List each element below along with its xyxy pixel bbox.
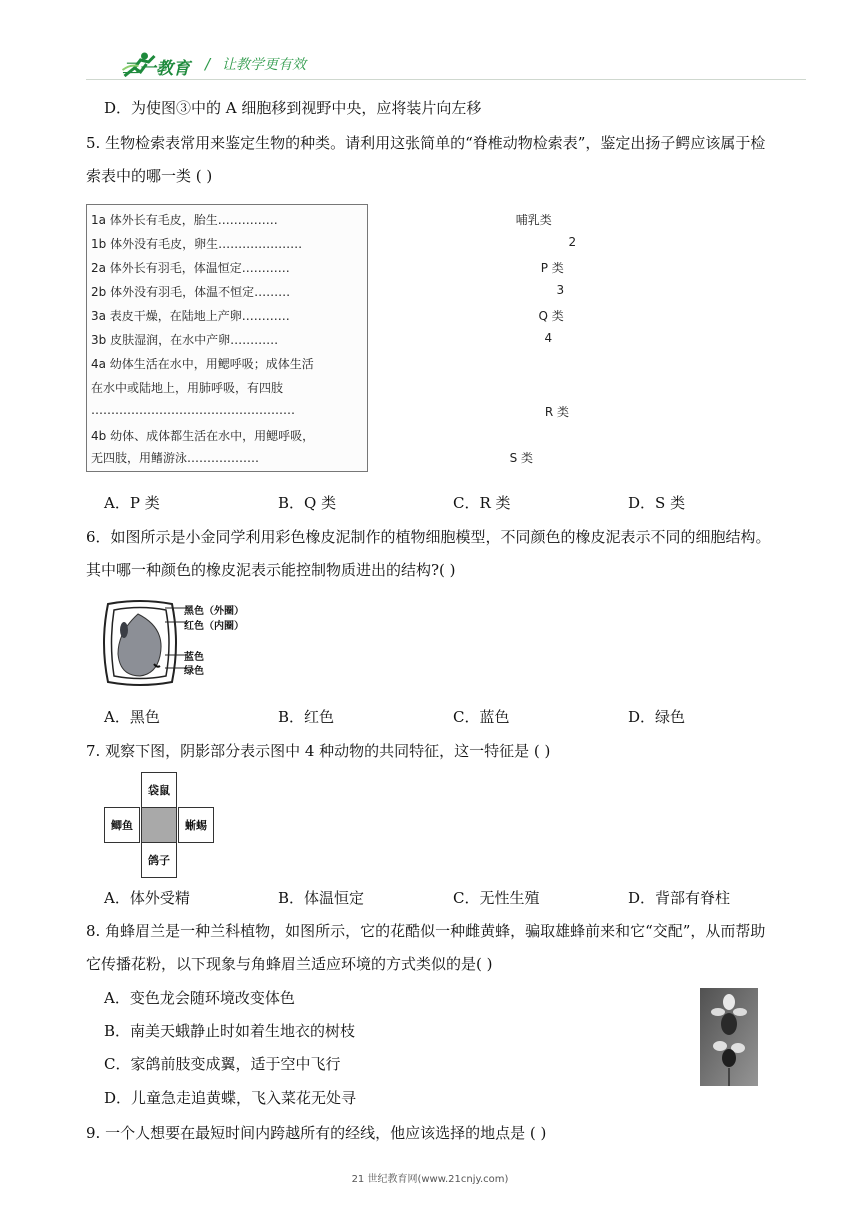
- q5-stem-line1: 5. 生物检索表常用来鉴定生物的种类。请利用这张简单的“脊椎动物检索表”，鉴定出扬子鳄应该属于检: [86, 134, 766, 152]
- cell-kangaroo: 袋鼠: [141, 772, 177, 808]
- key-row: 1b 体外没有毛皮，卵生………………… 2: [91, 235, 577, 251]
- q6-option-d: D．绿色: [628, 708, 686, 726]
- q6-stem-line2: 其中哪一种颜色的橡皮泥表示能控制物质进出的结构?( ): [86, 561, 456, 579]
- label-blue: 蓝色: [184, 652, 204, 663]
- q7-stem: 7. 观察下图，阴影部分表示图中 4 种动物的共同特征，这一特征是 ( ): [86, 742, 551, 760]
- header-rule: [86, 79, 806, 80]
- q8-option-b: B．南美天蛾静止时如着生地衣的树枝: [104, 1022, 356, 1040]
- q5-stem-line2: 索表中的哪一类 ( ): [86, 167, 213, 185]
- q4-option-d: D．为使图③中的 A 细胞移到视野中央，应将装片向左移: [104, 99, 482, 117]
- page-footer: 21 世纪教育网(www.21cnjy.com): [351, 1174, 509, 1185]
- label-black: 黑色（外圈）: [184, 606, 244, 617]
- key-row: 无四肢，用鳍游泳……………… S 类: [91, 451, 534, 465]
- q7-option-b: B．体温恒定: [278, 889, 365, 907]
- q5-option-c: C．R 类: [453, 494, 511, 512]
- q5-option-a: A．P 类: [104, 494, 160, 512]
- cell-lizard: 蜥蜴: [178, 807, 214, 843]
- q6-option-c: C．蓝色: [453, 708, 510, 726]
- q7-option-d: D．背部有脊柱: [628, 889, 731, 907]
- q8-stem-line1: 8. 角蜂眉兰是一种兰科植物，如图所示，它的花酷似一种雌黄蜂，骗取雄蜂前来和它“交配”，从而帮助: [86, 922, 766, 940]
- vertebrate-key-table: [86, 204, 577, 472]
- q9-stem: 9. 一个人想要在最短时间内跨越所有的经线，他应该选择的地点是 ( ): [86, 1124, 547, 1142]
- key-row: 4a 幼体生活在水中，用鳃呼吸；成体生活: [91, 357, 314, 371]
- key-row: 1a 体外长有毛皮，胎生…………… 哺乳类: [91, 213, 552, 227]
- q5-option-d: D．S 类: [628, 494, 686, 512]
- slogan: 让教学更有效: [222, 57, 306, 73]
- cell-pigeon: 鸽子: [141, 842, 177, 878]
- q8-stem-line2: 它传播花粉，以下现象与角蜂眉兰适应环境的方式类似的是( ): [86, 955, 493, 973]
- key-row: 在水中或陆地上，用肺呼吸，有四肢: [91, 381, 284, 395]
- label-green: 绿色: [184, 666, 204, 677]
- key-row: 2b 体外没有羽毛，体温不恒定……… 3: [91, 283, 565, 299]
- q5-option-b: B．Q 类: [278, 494, 337, 512]
- q6-stem-line1: 6．如图所示是小金同学利用彩色橡皮泥制作的植物细胞模型，不同颜色的橡皮泥表示不同的细胞结构。: [86, 528, 771, 546]
- cell-shared-shaded: [141, 807, 177, 843]
- key-row: …………………………………………… R 类: [91, 403, 569, 419]
- key-row: 3b 皮肤湿润，在水中产卵………… 4: [91, 331, 553, 347]
- cell-carp: 鲫鱼: [104, 807, 140, 843]
- bee-orchid-photo: [700, 988, 758, 1086]
- q8-option-d: D．儿童急走追黄蝶，飞入菜花无处寻: [104, 1089, 357, 1107]
- q7-option-c: C．无性生殖: [453, 889, 540, 907]
- q6-option-a: A．黑色: [104, 708, 160, 726]
- q6-option-b: B．红色: [278, 708, 335, 726]
- brand-name: 二一教育: [122, 59, 190, 79]
- label-red: 红色（内圈）: [184, 621, 244, 632]
- key-row: 4b 幼体、成体都生活在水中，用鳃呼吸，: [91, 429, 315, 443]
- q7-option-a: A．体外受精: [104, 889, 190, 907]
- q8-option-a: A．变色龙会随环境改变体色: [104, 989, 295, 1007]
- key-row: 2a 体外长有羽毛，体温恒定………… P 类: [91, 261, 564, 275]
- q8-option-c: C．家鸽前肢变成翼，适于空中飞行: [104, 1055, 341, 1073]
- header-separator: /: [205, 55, 211, 73]
- key-row: 3a 表皮干燥，在陆地上产卵………… Q 类: [91, 309, 564, 323]
